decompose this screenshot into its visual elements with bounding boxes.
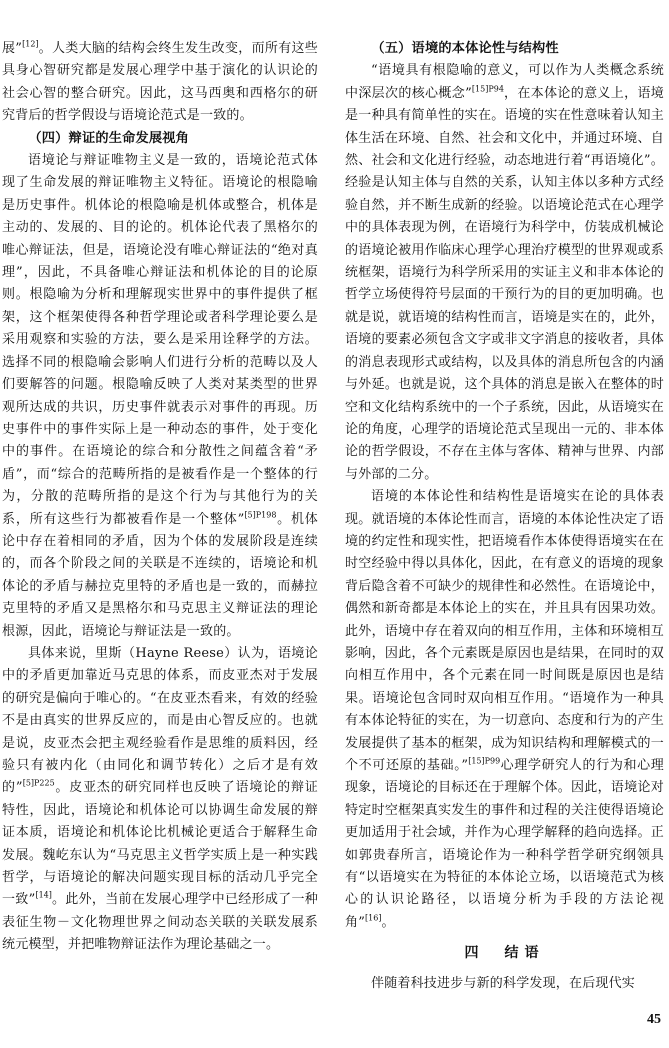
text-run: 展” (2, 41, 23, 56)
text-run: 具体来说，里斯（Hayne Reese）认为，语境论中的矛盾更加靠近马克思的体系，而皮亚杰对于发展的研究是偏向于唯心的。“在皮亚杰看来，有效的经验不是由真实的世界反应的，而是由心智反应的。也就是说，皮亚杰会把主观经验看作是思维的质料因，经验只有被内化（由同化和调节转化）之后才是有效的” (2, 645, 318, 796)
text-run: 。机体论中存在着相同的矛盾，因为个体的发展阶段是连续的，而各个阶段之间的关联是不连续的，语境论和机体论的矛盾与赫拉克里特的矛盾也是一致的，而赫拉克里特的矛盾又是黑格尔和马克思主义辩证法的理论根源，因此，语境论与辩证法是一致的。 (2, 511, 318, 639)
paragraph (345, 60, 664, 486)
section-heading: （五）语境的本体论性与结构性 (371, 41, 559, 56)
citation-superscript: [12] (22, 39, 39, 49)
text-run: 。人类大脑的结构会终生发生改变，而所有这些具身心智研究都是发展心理学中基于演化的认识论的社会心智的整合研究。因此，这马西奥和西格尔的研究背后的哲学假设与语境论范式是一致的。 (2, 41, 319, 124)
citation-superscript: [14] (35, 891, 52, 901)
citation-superscript: [15]P94 (471, 84, 504, 94)
text-run: 。 (381, 914, 395, 930)
text-run: 伴随着科技进步与新的科学发现，在后现代实 (371, 975, 636, 991)
text-run: 。此外，当前在发展心理学中已经形成了一种表征生物－文化物理世界之间动态关联的关联发展系统元模型，并把唯物辩证法作为理论基础之一。 (2, 892, 318, 953)
paragraph (345, 486, 664, 934)
text-run: ，在本体论的意义上，语境是一种具有简单性的实在。语境的实在性意味着认知主体生活在环境、自然、社会和文化中，并通过环境、自然、社会和文化进行经验，动态地进行着“再语境化”。经验是认知主体与自然的关系，认知主体以多种方式经验自然，并不断生成新的经验。以语境论范式在心理学中的具体表现为例，在语境行为科学中，仿装成机械论的语境论被用作临床心理学心理治疗模型的世界观或系统框架，语境行为科学所采用的实证主义和非本体论的哲学立场使得符号层面的干预行为的目的更加明确。也就是说，就语境的结构性而言，语境是实在的，此外，语境的要素必须包含文字或非文字消息的接收者，具体的消息表现形式或结构，以及具体的消息所包含的内涵与外延。也就是说，这个具体的消息是嵌入在整体的时空和文化结构系统中的一个子系统，因此，从语境实在论的角度，心理学的语境论范式呈现出一元的、非本体论的哲学假设，不存在主体与客体、精神与世界、内部与外部的二分。 (345, 85, 664, 482)
section-heading: （四）辩证的生命发展视角 (28, 130, 190, 146)
paragraph (345, 973, 664, 995)
citation-superscript: [5]P225 (22, 779, 55, 789)
text-run: 。皮亚杰的研究同样也反映了语境论的辩证特性，因此，语境论和机体论可以协调生命发展的辩证本质，语境论和机体论比机械论更适合于解释生命发展。魏屹东认为“马克思主义哲学实质上是一种实践哲学，与语境论的解决问题实现目标的活动几乎完全一致” (2, 780, 319, 908)
text-run: 语境的本体论性和结构性是语境实在论的具体表现。就语境的本体论性而言，语境的本体论性决定了语境的约定性和现实性，把语境看作本体使得语境实在在时空经验中得以具体化，因此，在有意义的语境的现象背后隐含着不可缺少的规律性和必然性。在语境论中，偶然和新奇都是本体论上的实在，并且具有因果功效。此外，语境中存在着双向的相互作用，主体和环境相互影响，因此，各个元素既是原因也是结果，在同时的双向相互作用中，各个元素在同一时间既是原因也是结果。语境论包含同时双向相互作用。“语境作为一种具有本体论特征的实在，为一切意向、态度和行为的产生发展提供了基本的框架，成为知识结构和理解模式的一个不可还原的基础。” (345, 489, 664, 773)
paragraph (2, 150, 318, 643)
citation-superscript: [15]P99 (468, 756, 501, 766)
left-column (2, 38, 318, 957)
text-run: 心理学研究人的行为和心理现象，语境论的目标还在于理解个体。因此，语境论对特定时空框架真实发生的事件和过程的关注使得语境论更加适用于社会域，并作为心理学解释的趋向选择。正如郭贵春所言，语境论作为一种科学哲学研究纲领具有“以语境实在为特征的本体论立场，以语境范式为核心的认识论路径，以语境分析为手段的方法论视角” (345, 758, 664, 930)
citation-superscript: [16] (365, 913, 382, 923)
text-run: “语境具有根隐喻的意义，可以作为人类概念系统中深层次的核心概念” (345, 63, 664, 101)
paragraph (2, 643, 318, 957)
citation-superscript: [5]P198 (244, 510, 277, 520)
page-number: 45 (647, 1012, 661, 1027)
text-run: 语境论与辩证唯物主义是一致的，语境论范式体现了生命发展的辩证唯物主义特征。语境论的根隐喻是历史事件。机体论的根隐喻是机体或整合，机体是主动的、发展的、目的论的。机体论代表了黑格尔的唯心辩证法，但是，语境论没有唯心辩证法的“绝对真理”，因此，不具备唯心辩证法和机体论的目的论原则。根隐喻为分析和理解现实世界中的事件提供了框架，这个框架使得各种哲学理论或者科学理论要么是采用观察和实验的方法，要么是采用诠释学的方法。选择不同的根隐喻会影响人们进行分析的范畴以及人们要解答的问题。根隐喻反映了人类对某类型的世界观所达成的共识，历史事件就表示对事件的再现。历史事件中的事件实际上是一种动态的事件，处于变化中的事件。在语境论的综合和分散性之间蕴含着“矛盾”，而“综合的范畴所指的是被看作是一个整体的行为，分散的范畴所指的是这个行为与其他行为的关系，所有这些行为都被看作是一个整体” (2, 153, 318, 527)
section-title: 四 结语 (464, 945, 545, 962)
paragraph (2, 38, 318, 128)
right-column (345, 38, 664, 995)
